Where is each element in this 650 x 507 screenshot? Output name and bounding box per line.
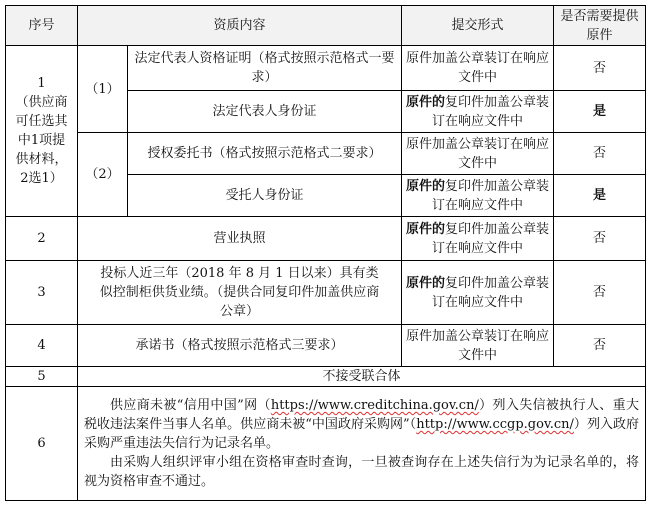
- row-no: 3: [6, 261, 78, 325]
- qualification-table: [5, 5, 646, 501]
- original-cell: 否: [554, 325, 646, 367]
- content-cell: 法定代表人资格证明（格式按照示范格式一要求）: [128, 46, 402, 91]
- form-cell: 原件加盖公章装订在响应文件中: [402, 46, 554, 91]
- original-cell: 否: [554, 261, 646, 325]
- row-no: 4: [6, 325, 78, 367]
- form-cell: [402, 261, 554, 325]
- content-cell: 承诺书（格式按照示范格式三要求）: [78, 325, 402, 367]
- row-no: 5: [6, 367, 78, 387]
- original-cell: 否: [554, 46, 646, 91]
- content-cell: 营业执照: [78, 217, 402, 261]
- row-no: 2: [6, 217, 78, 261]
- header-content: 资质内容: [78, 6, 402, 46]
- para-text: 供应商未被“信用中国”网（: [110, 398, 271, 413]
- form-cell: 原件加盖公章装订在响应文件中: [402, 325, 554, 367]
- sub2-label: （2）: [78, 133, 128, 217]
- original-cell: 是: [554, 91, 646, 133]
- table-row: [6, 217, 646, 261]
- row-no: 6: [6, 387, 78, 501]
- table-row: [6, 325, 646, 367]
- para-text: ）列入政府采购严重违法失信行为记录名单。: [84, 417, 639, 451]
- form-rest-text: 复印件加盖公章装订在响应文件中: [432, 178, 550, 213]
- content-cell: [78, 387, 646, 501]
- group1-no: 1 （供应商可任选其中1项提供材料，2选1）: [6, 46, 78, 217]
- form-cell: [402, 175, 554, 217]
- form-bold-text: 原件的: [406, 178, 446, 194]
- header-form: 提交形式: [402, 6, 554, 46]
- original-cell: 否: [554, 217, 646, 261]
- form-bold-text: 原件的: [406, 94, 446, 110]
- original-cell: 是: [554, 175, 646, 217]
- table-row: [6, 387, 646, 501]
- form-rest-text: 复印件加盖公章装订在响应文件中: [432, 221, 550, 256]
- form-rest-text: 复印件加盖公章装订在响应文件中: [432, 94, 550, 129]
- header-row: [6, 6, 646, 46]
- original-cell: 否: [554, 133, 646, 175]
- review-paragraph: 由采购人组织评审小组在资格审查时查询，一旦被查询存在上述失信行为为记录名单的，将视为资格审查不通过。: [84, 455, 640, 489]
- header-original: 是否需要提供原件: [554, 6, 646, 46]
- sub1-label: （1）: [78, 46, 128, 133]
- creditchina-url: https://www.creditchina.gov.cn/: [270, 398, 479, 413]
- form-cell: [402, 91, 554, 133]
- content-cell: 授权委托书（格式按照示范格式二要求）: [128, 133, 402, 175]
- content-cell: 不接受联合体: [78, 367, 646, 387]
- credit-paragraph: [84, 396, 639, 453]
- table-row: [6, 133, 646, 175]
- table-row: [6, 367, 646, 387]
- form-bold-text: 原件的: [406, 221, 446, 237]
- table-row: [6, 46, 646, 91]
- header-no: 序号: [6, 6, 78, 46]
- content-cell: 投标人近三年（2018 年 8 月 1 日以来）具有类似控制柜供货业绩。（提供合同复印件加盖供应商公章）: [78, 261, 402, 325]
- ccgp-url: http://www.ccgp.gov.cn/: [416, 417, 574, 432]
- form-rest-text: 复印件加盖公章装订在响应文件中: [432, 275, 550, 310]
- form-cell: 原件加盖公章装订在响应文件中: [402, 133, 554, 175]
- content-cell: 受托人身份证: [128, 175, 402, 217]
- form-bold-text: 原件的: [406, 275, 446, 291]
- form-cell: [402, 217, 554, 261]
- content-cell: 法定代表人身份证: [128, 91, 402, 133]
- table-row: [6, 261, 646, 325]
- para-text: ）列入失信被执行人、重大税收违法案件当事人名单。供应商未被“中国政府采购网”（: [84, 398, 640, 432]
